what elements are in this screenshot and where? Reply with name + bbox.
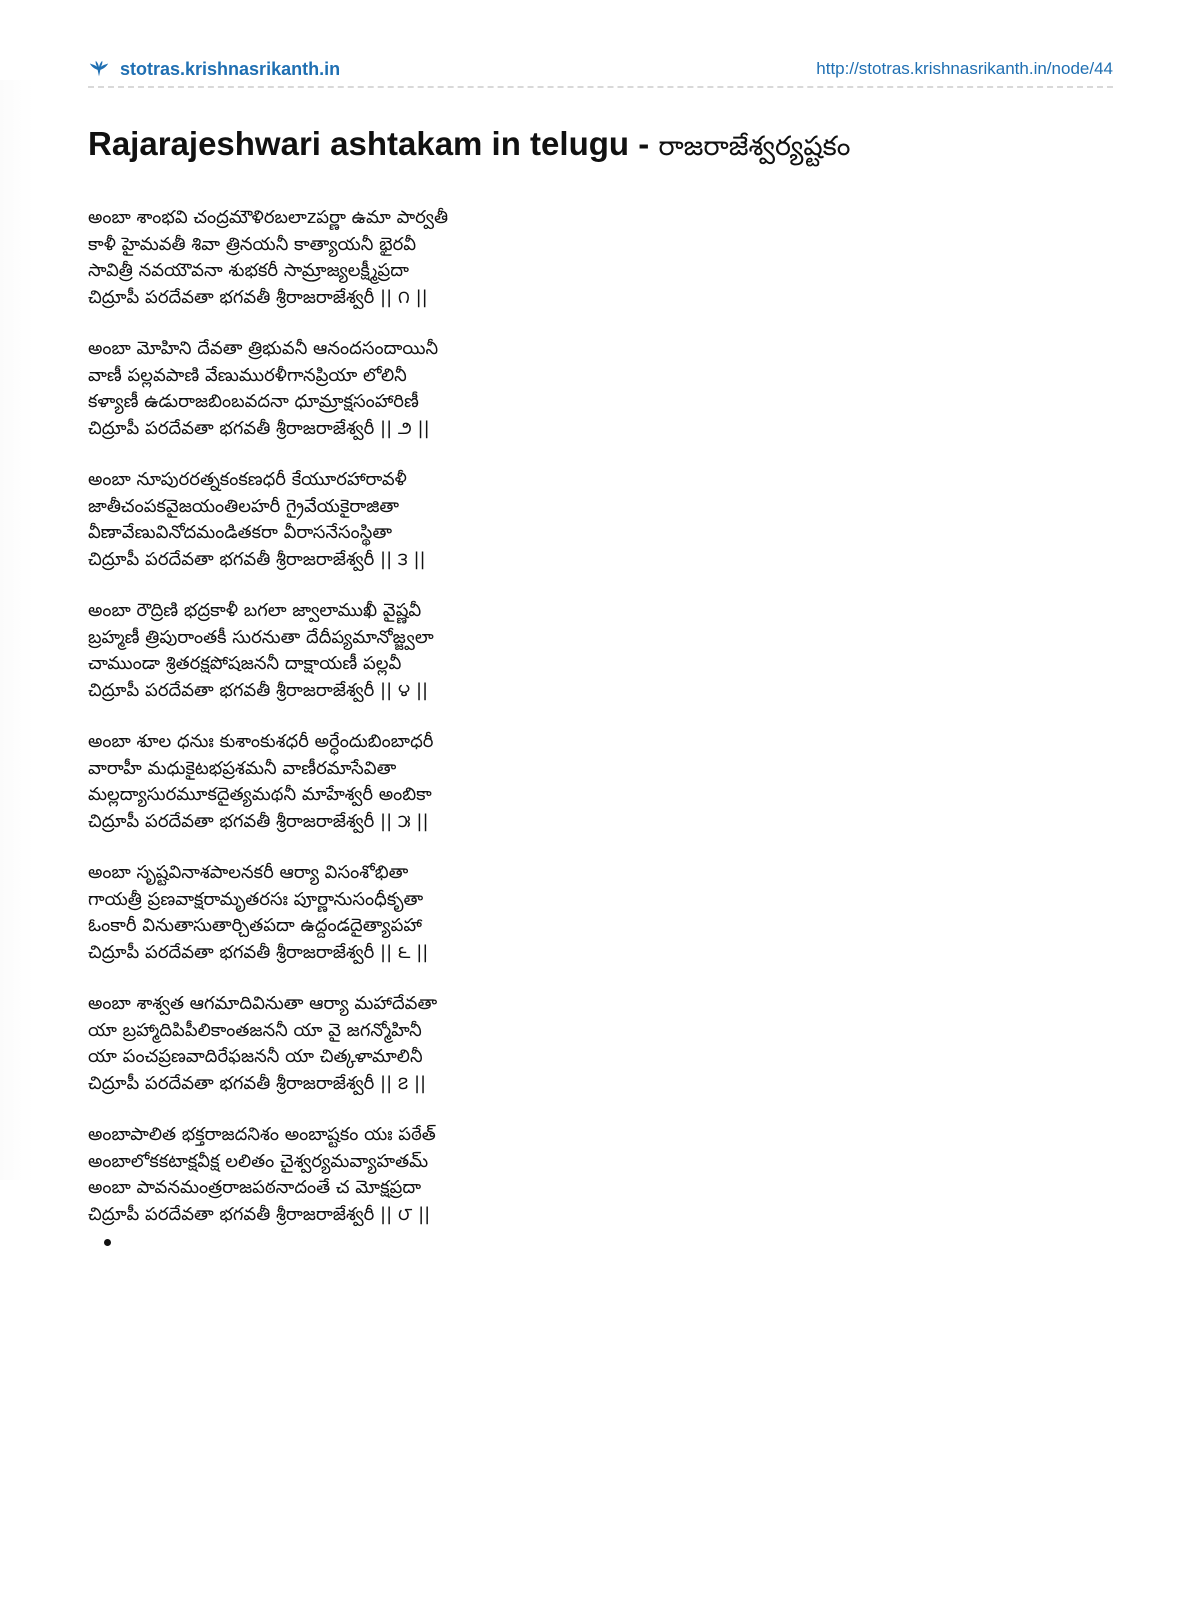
title-english: Rajarajeshwari ashtakam in telugu - bbox=[88, 125, 659, 162]
verse-line: సావిత్రీ నవయౌవనా శుభకరీ సామ్రాజ్యలక్ష్మీప్రదా bbox=[88, 260, 409, 281]
verse-line: అంబా మోహిని దేవతా త్రిభువనీ ఆనందసందాయినీ bbox=[88, 338, 439, 359]
verse-line: అంబా నూపురరత్నకంకణధరీ కేయూరహారావళీ bbox=[88, 469, 407, 490]
verse-line: ఓంకారీ వినుతాసుతార్చితపదా ఉద్దండదైత్యాపహా bbox=[88, 915, 423, 936]
verse-4 bbox=[88, 598, 788, 704]
verse-line: యా బ్రహ్మాదిపిపీలికాంతజననీ యా వై జగన్మోహినీ bbox=[88, 1019, 422, 1041]
verse-line: అంబాపాలిత భక్తరాజదనిశం అంబాష్టకం యః పఠేత్ bbox=[88, 1124, 436, 1145]
verse-line: యా పంచప్రణవాదిరేఫజననీ యా చిత్కళామాలినీ bbox=[88, 1046, 423, 1067]
verse-line: అంబా పావనమంత్రరాజపఠనాదంతే చ మోక్షప్రదా bbox=[88, 1177, 422, 1198]
verse-line: చిద్రూపీ పరదేవతా భగవతీ శ్రీరాజరాజేశ్వరీ || ౫ || bbox=[88, 810, 429, 832]
verse-line: అంబా సృష్టవినాశపాలనకరీ ఆర్యా విసంశోభితా bbox=[88, 862, 409, 883]
page-url-link[interactable]: http://stotras.krishnasrikanth.in/node/44 bbox=[816, 59, 1113, 78]
verse-line: బ్రహ్మణీ త్రిపురాంతకీ సురనుతా దేదీప్యమానోజ్జ్వలా bbox=[88, 626, 434, 648]
verse-line: అంబాలోకకటాక్షవీక్ష లలితం చైశ్వర్యమవ్యాహతమ్ bbox=[88, 1150, 429, 1172]
page-title bbox=[88, 122, 1113, 169]
verse-line: కాళీ హైమవతీ శివా త్రినయనీ కాత్యాయనీ భైరవీ bbox=[88, 233, 417, 255]
verse-line: చాముండా శ్రితరక్షపోషజననీ దాక్షాయణీ పల్లవీ bbox=[88, 653, 402, 674]
verse-7 bbox=[88, 991, 788, 1097]
page-edge-shade bbox=[0, 80, 34, 1180]
list-bullet bbox=[104, 1239, 111, 1246]
verse-2 bbox=[88, 336, 788, 442]
verse-line: అంబా శాంభవి చంద్రమౌళిరబలాzపర్ణా ఉమా పార్వతీ bbox=[88, 207, 449, 228]
verse-1 bbox=[88, 205, 788, 311]
verse-line: చిద్రూపీ పరదేవతా భగవతీ శ్రీరాజరాజేశ్వరీ || ౪ || bbox=[88, 679, 429, 701]
page-header bbox=[88, 52, 1113, 86]
verse-8 bbox=[88, 1122, 788, 1228]
verse-line: చిద్రూపీ పరదేవతా భగవతీ శ్రీరాజరాజేశ్వరీ || ౮ || bbox=[88, 1203, 431, 1225]
header-divider bbox=[88, 86, 1113, 88]
verse-line: చిద్రూపీ పరదేవతా భగవతీ శ్రీరాజరాజేశ్వరీ || ౩ || bbox=[88, 548, 426, 570]
verse-line: వారాహీ మధుకైటభప్రశమనీ వాణీరమాసేవితా bbox=[88, 757, 397, 779]
verse-line: చిద్రూపీ పరదేవతా భగవతీ శ్రీరాజరాజేశ్వరీ || ౭ || bbox=[88, 1072, 427, 1094]
verse-line: వీణావేణువినోదమండితకరా వీరాసనేసంస్థితా bbox=[88, 522, 393, 543]
site-name: stotras.krishnasrikanth.in bbox=[120, 58, 341, 79]
verse-6 bbox=[88, 860, 788, 966]
verse-line: అంబా శూల ధనుః కుశాంకుశధరీ అర్ధేందుబింబాధరీ bbox=[88, 731, 434, 752]
site-link[interactable] bbox=[88, 58, 340, 80]
verse-5 bbox=[88, 729, 788, 835]
bird-logo-icon bbox=[88, 58, 110, 80]
title-telugu: రాజరాజేశ్వర్యష్టకం bbox=[658, 131, 851, 162]
verse-line: గాయత్రీ ప్రణవాక్షరామృతరసః పూర్ణానుసంధీకృతా bbox=[88, 888, 424, 910]
verse-line: వాణీ పల్లవపాణి వేణుమురళీగానప్రియా లోలినీ bbox=[88, 364, 407, 386]
verse-line: చిద్రూపీ పరదేవతా భగవతీ శ్రీరాజరాజేశ్వరీ || ౨ || bbox=[88, 417, 430, 439]
verse-line: అంబా శాశ్వత ఆగమాదివినుతా ఆర్యా మహాదేవతా bbox=[88, 993, 438, 1014]
verse-line: జాతీచంపకవైజయంతిలహరీ గ్రైవేయకైరాజితా bbox=[88, 495, 400, 517]
verse-line: అంబా రౌద్రిణి భద్రకాళీ బగలా జ్వాలాముఖీ వైష్ణవీ bbox=[88, 600, 422, 621]
verse-line: చిద్రూపీ పరదేవతా భగవతీ శ్రీరాజరాజేశ్వరీ || ౬ || bbox=[88, 941, 429, 963]
verse-line: చిద్రూపీ పరదేవతా భగవతీ శ్రీరాజరాజేశ్వరీ || ౧ || bbox=[88, 286, 428, 308]
verses-container bbox=[88, 205, 788, 1253]
verse-line: మల్లద్యాసురమూకదైత్యమథనీ మాహేశ్వరీ అంబికా bbox=[88, 784, 432, 805]
verse-3 bbox=[88, 467, 788, 573]
verse-line: కళ్యాణీ ఉడురాజబింబవదనా ధూమ్రాక్షసంహారిణీ bbox=[88, 391, 419, 412]
